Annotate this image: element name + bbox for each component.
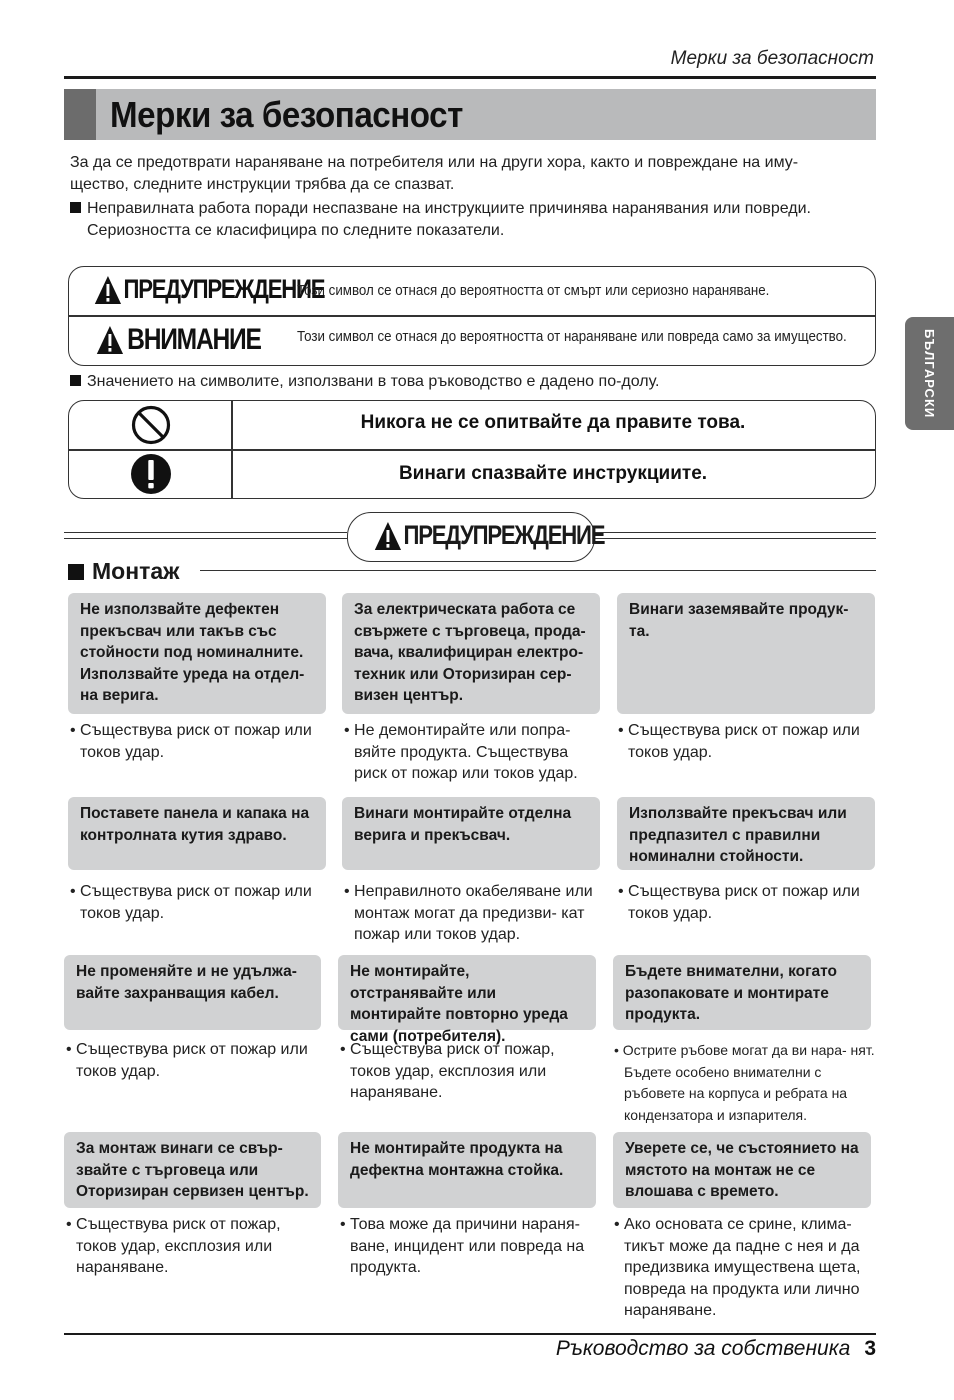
card-note: • Съществува риск от пожар или токов удар.	[70, 883, 312, 922]
warning-triangle-icon	[374, 521, 402, 551]
banner-line-right-1	[593, 532, 876, 533]
card-note: • Ако основата се срине, клима- тикът може да падне с нея и да предизвика имуществена щета, повреда на продукта или лично нараняване.	[614, 1216, 861, 1319]
card-title: Не променяйте и не удължа- вайте захранващия кабел.	[64, 955, 321, 1030]
page-title: Мерки за безопасност	[110, 94, 463, 135]
card-title: За монтаж винаги се свър- звайте с търговеца или Оторизиран сервизен център.	[64, 1132, 321, 1208]
intro-line-2: щество, следните инструкции трябва да се спазват.	[70, 176, 455, 193]
section-square-icon	[68, 564, 84, 580]
footer-text: Ръководство за собственика	[555, 1337, 851, 1360]
symbol-mandatory-text: Винаги спазвайте инструкциите.	[398, 463, 708, 484]
running-header: Мерки за безопасност	[670, 48, 874, 69]
card-note: • Съществува риск от пожар или токов удар.	[618, 722, 860, 761]
language-tab-label	[905, 317, 954, 430]
warning-banner-label	[374, 520, 604, 551]
square-bullet-icon	[70, 375, 81, 386]
card-title: Използвайте прекъсвач или предпазител с правилни номинални стойности.	[617, 797, 875, 870]
card-note: • Съществува риск от пожар, токов удар, експлозия или нараняване.	[340, 1041, 555, 1101]
intro-line-1: За да се предотврати нараняване на потребителя или на други хора, както и повреждане на иму-	[70, 154, 799, 171]
card-note: • Острите ръбове могат да ви нара- нят. Бъдете особено внимателни с ръбовете на корпуса и ребрата на кондензатора и изпарителя.	[614, 1042, 875, 1123]
section-heading	[68, 558, 179, 585]
card-title: Винаги заземявайте продук- та.	[617, 593, 875, 714]
symbols-table-divider-h	[68, 449, 876, 451]
caution-label-text: ВНИМАНИЕ	[127, 323, 261, 356]
section-rule	[200, 570, 876, 571]
card-note: • Това може да причини нараня- ване, инцидент или повреда на продукта.	[340, 1216, 585, 1276]
card-title: Уверете се, че състоянието на мястото на монтаж не се влошава с времето.	[613, 1132, 871, 1208]
intro-bullet	[70, 198, 880, 220]
caution-triangle-icon	[96, 325, 124, 355]
intro-paragraph	[70, 152, 880, 242]
card-note: • Съществува риск от пожар или токов удар.	[66, 1041, 308, 1080]
card-title: Поставете панела и капака на контролната кутия здраво.	[68, 797, 326, 870]
card-title: Не използвайте дефектен прекъсвач или такъв със стойности под номиналните. Използвайте уреда на отдел- на верига.	[68, 593, 326, 714]
mandatory-icon	[130, 453, 172, 495]
title-tab	[64, 89, 96, 140]
intro-bullet-line-2: Сериозността се класифицира по следните показатели.	[87, 222, 505, 239]
card-note: • Неправилното окабеляване или монтаж могат да предизви- кат пожар или токов удар.	[344, 883, 593, 943]
header-rule	[64, 76, 876, 79]
section-title: Монтаж	[92, 558, 180, 584]
card-title: За електрическата работа се свържете с търговеца, прода- вача, квалифициран електро- техник или Оторизиран сер- визен център.	[342, 593, 600, 714]
symbols-intro-text: Значението на символите, използвани в това ръководство е дадено по-долу.	[87, 373, 660, 390]
banner-line-left-1	[64, 532, 347, 533]
warning-description: Този символ се отнася до вероятността от смърт или сериозно нараняване.	[297, 283, 770, 299]
card-title: Винаги монтирайте отделна верига и прекъсвач.	[342, 797, 600, 870]
footer	[556, 1337, 876, 1361]
card-note: • Съществува риск от пожар или токов удар.	[70, 722, 312, 761]
language-tab-text: БЪЛГАРСКИ	[922, 328, 937, 419]
warning-triangle-icon	[94, 275, 122, 305]
footer-rule	[64, 1333, 876, 1335]
intro-bullet-line-1: Неправилната работа поради неспазване на инструкциите причинява наранявания или повреди.	[87, 200, 811, 217]
card-note: • Съществува риск от пожар, токов удар, експлозия или нараняване.	[66, 1216, 281, 1276]
card-title: Не монтирайте продукта на дефектна монтажна стойка.	[338, 1132, 596, 1208]
symbols-intro	[70, 371, 880, 393]
warning-label	[94, 274, 324, 305]
banner-line-left-2	[64, 538, 347, 539]
warning-banner-text: ПРЕДУПРЕЖДЕНИЕ	[403, 520, 605, 550]
caution-description: Този символ се отнася до вероятността от нараняване или повреда само за имущество.	[297, 329, 847, 345]
warning-label-text: ПРЕДУПРЕЖДЕНИЕ	[123, 274, 325, 304]
card-note: • Не демонтирайте или попра- вяйте продукта. Съществува риск от пожар или токов удар.	[344, 722, 578, 782]
prohibition-icon	[130, 404, 172, 446]
card-title: Не монтирайте, отстранявайте или монтирайте повторно уреда сами (потребителя).	[338, 955, 596, 1030]
signal-divider	[68, 315, 876, 317]
caution-label	[96, 323, 261, 357]
card-note: • Съществува риск от пожар или токов удар.	[618, 883, 860, 922]
square-bullet-icon	[70, 202, 81, 213]
banner-line-right-2	[593, 538, 876, 539]
page-number: 3	[864, 1337, 876, 1360]
card-title: Бъдете внимателни, когато разопаковате и монтирате продукта.	[613, 955, 871, 1030]
symbol-prohibition-text: Никога не се опитвайте да правите това.	[360, 412, 746, 433]
